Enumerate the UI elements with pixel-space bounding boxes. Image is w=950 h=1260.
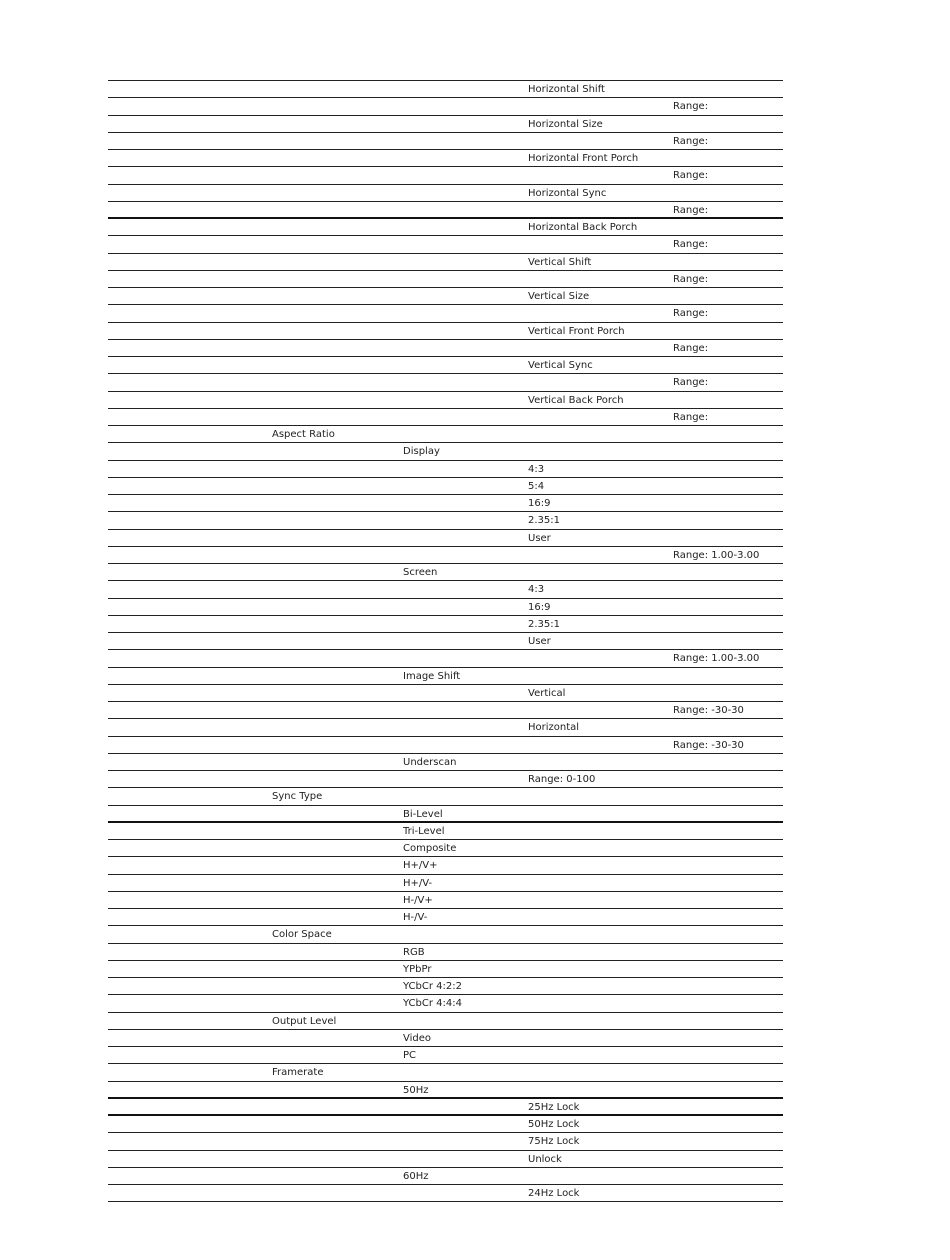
table-row: [108, 219, 783, 236]
table-row: [108, 1168, 783, 1185]
table-row: [108, 926, 783, 943]
menu-entry-level-2: Image Shift: [403, 670, 461, 682]
menu-entry-level-3: 4:3: [528, 463, 545, 475]
menu-entry-level-3: Vertical Front Porch: [528, 325, 625, 337]
table-row: [108, 737, 783, 754]
menu-entry-level-1: Framerate: [272, 1067, 324, 1079]
menu-entry-level-4: Range:: [673, 411, 709, 423]
table-row: [108, 1082, 783, 1099]
table-row: [108, 116, 783, 133]
table-row: [108, 944, 783, 961]
menu-entry-level-2: H+/V+: [403, 860, 438, 872]
menu-entry-level-1: Output Level: [272, 1015, 337, 1027]
table-row: [108, 409, 783, 426]
menu-entry-level-1: Sync Type: [272, 791, 323, 803]
table-row: [108, 512, 783, 529]
table-row: [108, 1013, 783, 1030]
table-row: [108, 702, 783, 719]
table-row: [108, 892, 783, 909]
table-row: [108, 564, 783, 581]
menu-entry-level-2: H-/V-: [403, 912, 428, 923]
menu-entry-level-3: Vertical: [528, 687, 566, 699]
table-row: [108, 840, 783, 857]
table-row: [108, 167, 783, 184]
table-row: [108, 98, 783, 115]
menu-entry-level-4: Range:: [673, 273, 709, 285]
menu-entry-level-2: Display: [403, 446, 440, 458]
menu-entry-level-3: 16:9: [528, 601, 551, 613]
table-row: [108, 443, 783, 460]
menu-entry-level-3: Horizontal: [528, 722, 580, 734]
table-row: [108, 340, 783, 357]
table-row: [108, 236, 783, 253]
menu-entry-level-2: Underscan: [403, 756, 457, 768]
menu-entry-level-4: Range:: [673, 308, 709, 320]
table-row: [108, 995, 783, 1012]
table-row: [108, 857, 783, 874]
table-row: [108, 1151, 783, 1168]
menu-entry-level-4: Range:: [673, 170, 709, 182]
table-row: [108, 599, 783, 616]
table-row: [108, 668, 783, 685]
menu-entry-level-3: 50Hz Lock: [528, 1119, 580, 1130]
menu-entry-level-3: Vertical Back Porch: [528, 394, 624, 406]
menu-entry-level-1: Color Space: [272, 929, 332, 941]
menu-entry-level-3: Horizontal Back Porch: [528, 222, 638, 233]
table-row: [108, 1047, 783, 1064]
table-row: [108, 254, 783, 271]
menu-entry-level-3: Horizontal Front Porch: [528, 153, 639, 164]
menu-entry-level-4: Range: 1.00-3.00: [673, 549, 760, 561]
menu-entry-level-4: Range:: [673, 101, 709, 113]
table-row: [108, 719, 783, 736]
menu-entry-level-2: Bi-Level: [403, 808, 443, 820]
menu-entry-level-3: User: [528, 532, 551, 544]
table-row: [108, 530, 783, 547]
menu-entry-level-3: 75Hz Lock: [528, 1136, 580, 1148]
menu-entry-level-2: 60Hz: [403, 1170, 429, 1182]
table-row: [108, 288, 783, 305]
menu-entry-level-2: Video: [403, 1032, 432, 1044]
table-row: [108, 1116, 783, 1133]
table-row: [108, 202, 783, 219]
table-row: [108, 374, 783, 391]
menu-entry-level-4: Range:: [673, 239, 709, 251]
menu-entry-level-3: 2.35:1: [528, 515, 560, 527]
menu-entry-level-3: User: [528, 636, 551, 647]
menu-entry-level-3: 16:9: [528, 498, 551, 509]
table-row: [108, 1099, 783, 1116]
table-row: [108, 1064, 783, 1081]
menu-entry-level-2: H-/V+: [403, 894, 433, 906]
table-row: [108, 305, 783, 322]
table-row: [108, 271, 783, 288]
menu-entry-level-1: Aspect Ratio: [272, 429, 335, 440]
table-row: [108, 1030, 783, 1047]
table-row: [108, 150, 783, 167]
menu-entry-level-3: 25Hz Lock: [528, 1101, 580, 1113]
menu-entry-level-4: Range: -30-30: [673, 705, 744, 716]
table-row: [108, 426, 783, 443]
menu-entry-level-2: Tri-Level: [403, 825, 445, 837]
table-row: [108, 185, 783, 202]
menu-entry-level-4: Range:: [673, 135, 709, 147]
menu-entry-level-2: YCbCr 4:2:2: [403, 981, 462, 992]
menu-entry-level-2: Composite: [403, 843, 457, 854]
menu-entry-level-3: 24Hz Lock: [528, 1188, 580, 1199]
table-row: [108, 133, 783, 150]
menu-entry-level-2: YCbCr 4:4:4: [403, 998, 462, 1010]
table-row: [108, 875, 783, 892]
table-row: [108, 616, 783, 633]
table-row: [108, 806, 783, 823]
menu-entry-level-4: Range:: [673, 204, 709, 216]
menu-entry-level-3: Vertical Shift: [528, 256, 592, 268]
menu-entry-level-4: Range:: [673, 377, 709, 389]
table-row: [108, 461, 783, 478]
table-row: [108, 478, 783, 495]
table-row: [108, 961, 783, 978]
table-row: [108, 357, 783, 374]
table-row: [108, 633, 783, 650]
menu-entry-level-3: Horizontal Shift: [528, 84, 605, 95]
menu-entry-level-3: Vertical Sync: [528, 360, 593, 371]
menu-entry-level-4: Range: 1.00-3.00: [673, 653, 760, 665]
menu-entry-level-2: H+/V-: [403, 877, 433, 889]
menu-entry-level-3: Unlock: [528, 1153, 562, 1165]
menu-entry-level-3: Range: 0-100: [528, 774, 596, 785]
table-row: [108, 650, 783, 667]
menu-entry-level-3: Horizontal Size: [528, 118, 603, 130]
table-row: [108, 1133, 783, 1150]
table-row: [108, 323, 783, 340]
table-row: [108, 547, 783, 564]
menu-entry-level-2: Screen: [403, 567, 438, 578]
menu-table: [108, 80, 783, 1202]
menu-entry-level-4: Range: -30-30: [673, 739, 744, 751]
menu-entry-level-4: Range:: [673, 342, 709, 354]
table-row: [108, 81, 783, 98]
table-row: [108, 823, 783, 840]
menu-entry-level-2: RGB: [403, 946, 425, 958]
menu-entry-level-3: 2.35:1: [528, 618, 560, 630]
table-row: [108, 788, 783, 805]
menu-entry-level-2: 50Hz: [403, 1084, 429, 1096]
table-row: [108, 754, 783, 771]
table-row: [108, 771, 783, 788]
table-row: [108, 978, 783, 995]
table-row: [108, 685, 783, 702]
menu-entry-level-3: Horizontal Sync: [528, 187, 607, 199]
table-row: [108, 392, 783, 409]
menu-entry-level-3: 4:3: [528, 584, 545, 596]
menu-entry-level-3: Vertical Size: [528, 291, 590, 302]
menu-entry-level-2: PC: [403, 1050, 417, 1061]
table-row: [108, 581, 783, 598]
table-row: [108, 495, 783, 512]
table-row: [108, 1185, 783, 1202]
menu-entry-level-3: 5:4: [528, 480, 545, 492]
table-row: [108, 909, 783, 926]
menu-entry-level-2: YPbPr: [403, 963, 432, 975]
